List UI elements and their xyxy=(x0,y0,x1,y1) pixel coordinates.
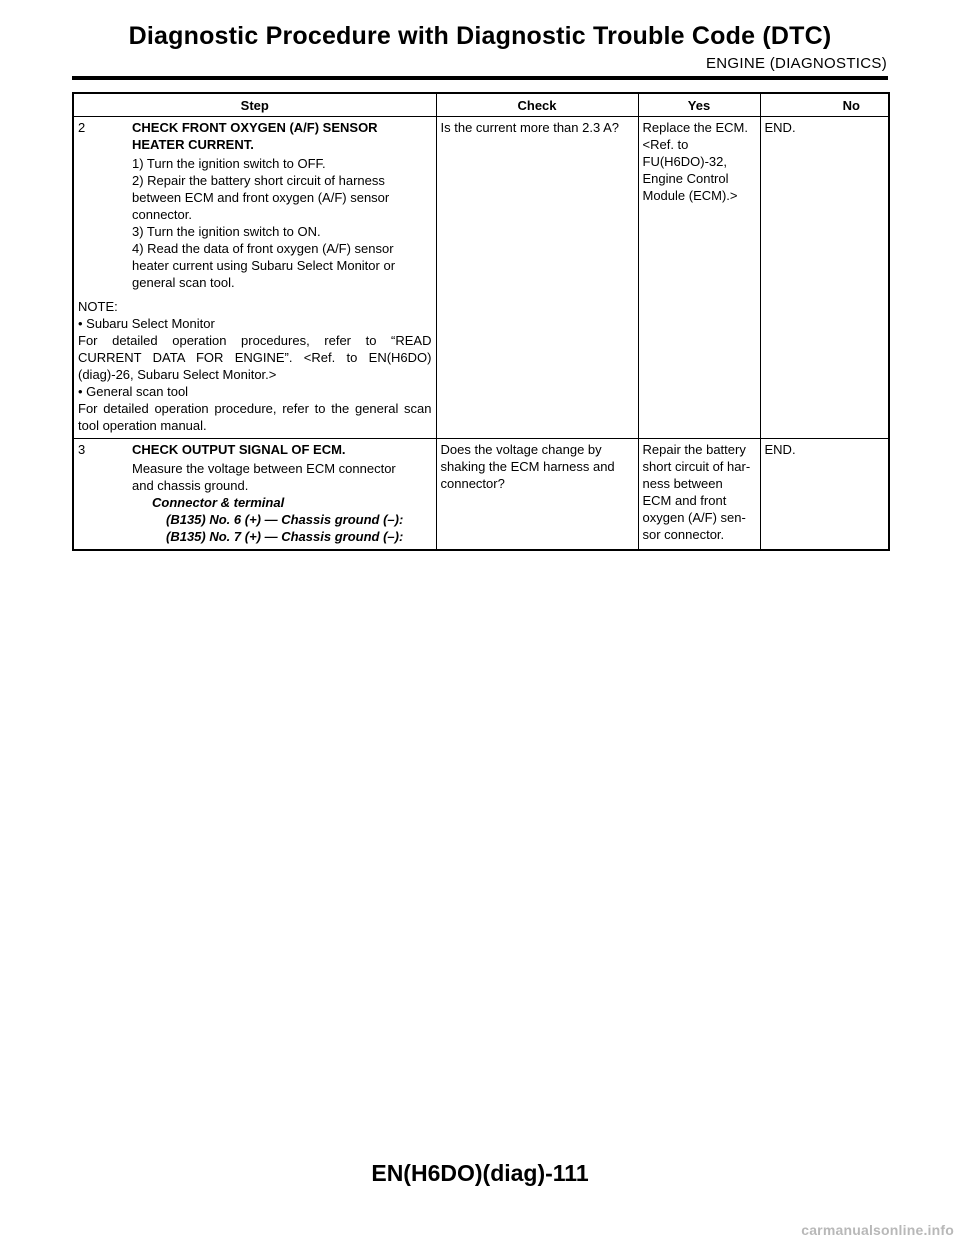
check-line: Does the voltage change by xyxy=(440,442,602,457)
yes-line: Engine Control xyxy=(642,171,729,186)
check-cell xyxy=(436,439,638,551)
column-header-check: Check xyxy=(436,93,638,117)
check-line: shaking the ECM harness and xyxy=(440,459,615,474)
check-cell: Is the current more than 2.3 A? xyxy=(436,117,638,439)
yes-line: ness between xyxy=(642,476,723,491)
yes-line: sor connector. xyxy=(642,527,725,542)
step-number: 3 xyxy=(78,442,86,457)
column-header-no: No xyxy=(760,93,889,117)
table-header-row xyxy=(73,93,889,117)
column-header-yes: Yes xyxy=(638,93,760,117)
instruction: 1) Turn the ignition switch to OFF. xyxy=(132,156,326,171)
table-row xyxy=(73,117,889,439)
step-cell xyxy=(73,117,436,439)
yes-cell xyxy=(638,117,760,439)
yes-line: short circuit of har- xyxy=(642,459,751,474)
yes-line: <Ref. to xyxy=(642,137,689,152)
note-text: For detailed operation procedures, refer to “READ CURRENT DATA FOR ENGINE”. <Ref. to EN(H6DO)(diag)-26, Subaru Select Monitor.> xyxy=(78,333,432,382)
step-title xyxy=(132,119,432,153)
yes-line: Repair the battery xyxy=(642,442,746,457)
yes-cell xyxy=(638,439,760,551)
section-name: ENGINE (DIAGNOSTICS) xyxy=(705,55,887,72)
note-bullet: • General scan tool xyxy=(78,384,189,399)
yes-line: oxygen (A/F) sen- xyxy=(642,510,746,525)
no-cell: END. xyxy=(760,117,889,439)
table-row xyxy=(73,439,889,551)
step-number: 2 xyxy=(78,120,86,135)
note-label: NOTE: xyxy=(78,299,118,314)
instruction: 3) Turn the ignition switch to ON. xyxy=(132,224,321,239)
yes-line: Replace the ECM. xyxy=(642,120,748,135)
instruction: 2) Repair the battery short circuit of harness between ECM and front oxygen (A/F) sensor connector. xyxy=(132,173,390,222)
yes-line: ECM and front xyxy=(642,493,727,508)
column-header-step: Step xyxy=(73,93,436,117)
check-line: connector? xyxy=(440,476,505,491)
instruction: Measure the voltage between ECM connector xyxy=(132,461,396,476)
yes-line: FU(H6DO)-32, xyxy=(642,154,728,169)
instruction: and chassis ground. xyxy=(132,478,249,493)
step-title: CHECK OUTPUT SIGNAL OF ECM. xyxy=(132,442,346,457)
diagnostic-procedure-table xyxy=(72,92,890,551)
page-title: Diagnostic Procedure with Diagnostic Trouble Code (DTC) xyxy=(128,22,832,50)
no-cell: END. xyxy=(760,439,889,551)
header-rule xyxy=(72,76,888,80)
step-title-line: CHECK FRONT OXYGEN (A/F) SENSOR xyxy=(132,120,378,135)
connector-label: Connector & terminal xyxy=(152,495,285,510)
page-number: EN(H6DO)(diag)-111 xyxy=(371,1160,589,1186)
step-title-line: HEATER CURRENT. xyxy=(132,137,254,152)
note-block xyxy=(78,298,432,434)
watermark: carmanualsonline.info xyxy=(801,1222,954,1238)
note-bullet: • Subaru Select Monitor xyxy=(78,316,215,331)
note-text: For detailed operation procedure, refer to the general scan tool operation manual. xyxy=(78,401,432,433)
instruction: 4) Read the data of front oxygen (A/F) sensor heater current using Subaru Select Monitor or general scan tool. xyxy=(132,241,396,290)
connector-terminal: (B135) No. 7 (+) — Chassis ground (–): xyxy=(166,529,404,544)
step-cell xyxy=(73,439,436,551)
yes-line: Module (ECM).> xyxy=(642,188,738,203)
connector-terminal: (B135) No. 6 (+) — Chassis ground (–): xyxy=(166,512,404,527)
